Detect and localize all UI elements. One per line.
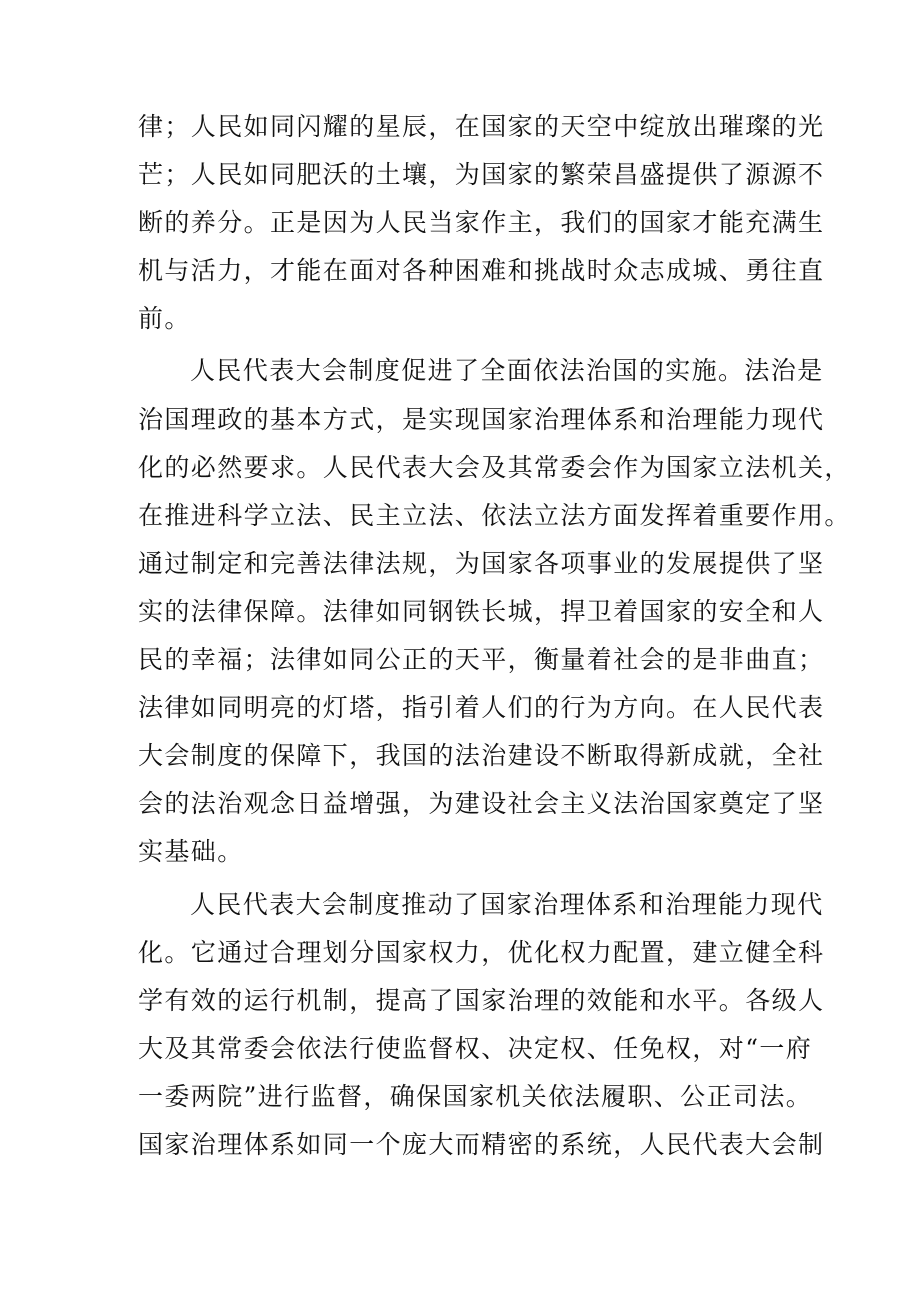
document-body bbox=[138, 103, 851, 1169]
text-line: 大会制度的保障下，我国的法治建设不断取得新成就，全社 bbox=[138, 741, 825, 771]
text-line: 大及其常委会依法行使监督权、决定权、任免权，对“一府 bbox=[138, 1033, 813, 1063]
text-line: 律；人民如同闪耀的星辰，在国家的天空中绽放出璀璨的光 bbox=[138, 112, 825, 141]
text-line: 芒；人民如同肥沃的土壤，为国家的繁荣昌盛提供了源源不 bbox=[138, 160, 825, 190]
paragraph-3 bbox=[138, 881, 825, 1170]
text-line: 前。 bbox=[138, 304, 191, 334]
text-line: 学有效的运行机制，提高了国家治理的效能和水平。各级人 bbox=[138, 985, 825, 1015]
paragraph-1 bbox=[138, 103, 825, 343]
text-line: 实基础。 bbox=[138, 837, 244, 867]
text-line: 化的必然要求。人民代表大会及其常委会作为国家立法机关， bbox=[138, 452, 851, 482]
text-line: 国家治理体系如同一个庞大而精密的系统，人民代表大会制 bbox=[138, 1129, 825, 1159]
text-line: 法律如同明亮的灯塔，指引着人们的行为方向。在人民代表 bbox=[138, 693, 825, 723]
text-line: 人民代表大会制度推动了国家治理体系和治理能力现代 bbox=[190, 889, 824, 919]
text-line: 在推进科学立法、民主立法、依法立法方面发挥着重要作用。 bbox=[138, 500, 851, 530]
paragraph-2 bbox=[138, 347, 851, 876]
text-line: 民的幸福；法律如同公正的天平，衡量着社会的是非曲直； bbox=[138, 645, 825, 675]
text-line: 一委两院”进行监督，确保国家机关依法履职、公正司法。 bbox=[138, 1081, 813, 1111]
text-line: 会的法治观念日益增强，为建设社会主义法治国家奠定了坚 bbox=[138, 789, 825, 819]
text-line: 治国理政的基本方式，是实现国家治理体系和治理能力现代 bbox=[138, 404, 825, 434]
text-line: 实的法律保障。法律如同钢铁长城，捍卫着国家的安全和人 bbox=[138, 596, 825, 626]
text-line: 化。它通过合理划分国家权力，优化权力配置，建立健全科 bbox=[138, 937, 825, 967]
text-line: 人民代表大会制度促进了全面依法治国的实施。法治是 bbox=[190, 356, 824, 386]
text-line: 通过制定和完善法律法规，为国家各项事业的发展提供了坚 bbox=[138, 548, 825, 578]
text-line: 机与活力，才能在面对各种困难和挑战时众志成城、勇往直 bbox=[138, 256, 825, 286]
text-line: 断的养分。正是因为人民当家作主，我们的国家才能充满生 bbox=[138, 208, 825, 238]
